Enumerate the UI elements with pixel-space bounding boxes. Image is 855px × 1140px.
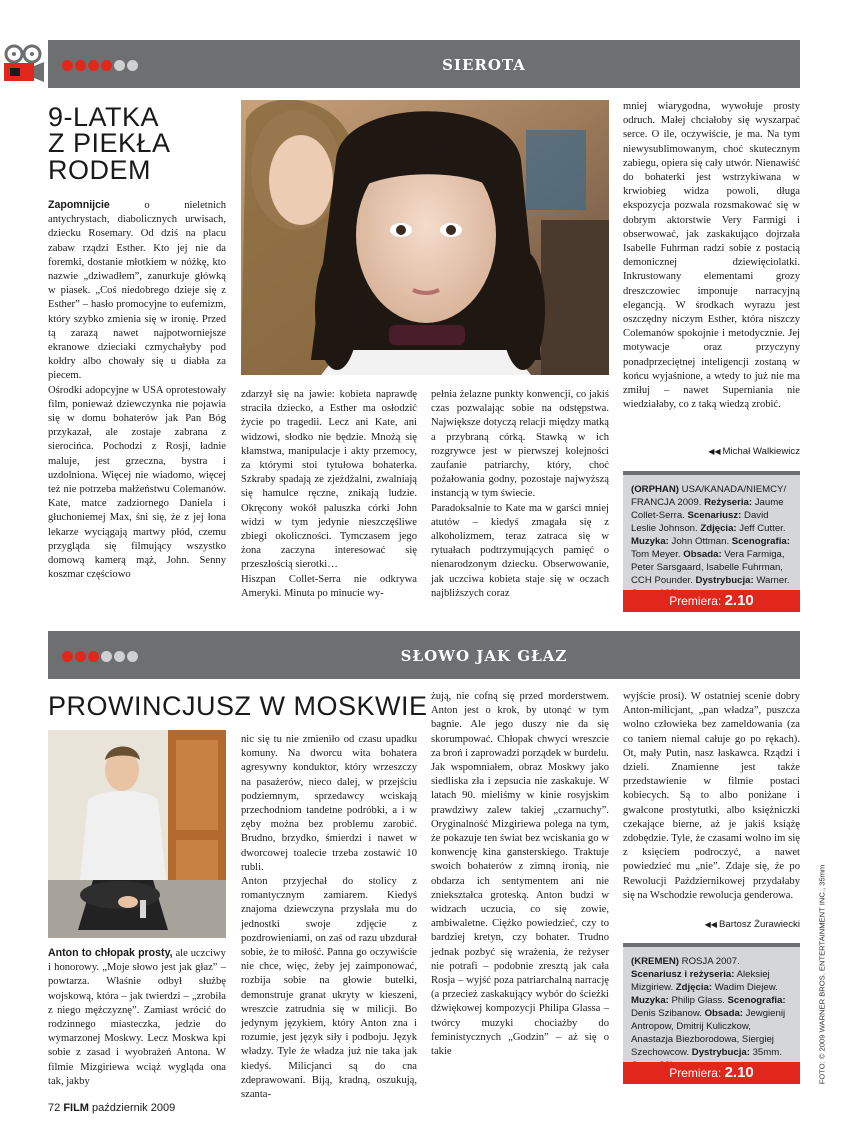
paragraph-text: o nieletnich antychrystach, diabolicznych urwisach, dziecku Rosemary. Od dziś na placu zabaw rządzi Esther. Kto jej nie da foremki, dostanie młotkiem w nóżkę, kto nazwie „dziwadłem”, zanurkuje główką w piasek. „Coś niedobrego dzieje się z Esther” – hasło promocyjne to eufemizm, który szybko zmienia się w ironię. Przed tą zarazą nawet najpotworniejsze ekranowe dzieciaki czmychałyby pod kołdry albo chowały się u diabła za piecem. xyxy=(48,200,226,382)
article-column xyxy=(431,690,609,1059)
page-footer xyxy=(48,1102,175,1114)
article-headline: PROWINCJUSZ W MOSKWIE xyxy=(48,691,428,721)
paragraph: Anton przyjechał do stolicy z romantycznym zamiarem. Kiedyś znajoma dziewczyna przysłała mu do jednostki swoje zdjęcie z pozdrowieniami, on zaś od razu ubzdurał sobie, że to miłość. Panna go oczywiście nie chce, więc, żeby jej zaimponować, rozbija sobie na głowie butelki, demonstruje granat ukryty w kieszeni, wreszcie zatrudnia się w milicji. Bo jedynym językiem, który Anton zna i rozumie, jest język siły i podboju. Język władzy. Tyle że władza już nie taka jak kiedyś. Milicjanci są do cna zdeprawowani. Biją, kradną, oszukują, szanta- xyxy=(241,876,417,1101)
infobox-key: Zdjęcia: xyxy=(675,982,713,993)
article-headline xyxy=(48,104,171,183)
section-band-slowo-jak-glaz xyxy=(48,631,800,679)
rating-dot-filled xyxy=(62,651,73,662)
infobox-original-title: (KREMEN) xyxy=(631,956,679,967)
infobox-value: Vera Farmiga, Peter Sarsgaard, Isabelle Fuhrman, CCH Pounder. xyxy=(631,549,785,586)
infobox-key: Dystrybucja: xyxy=(691,1047,750,1058)
infobox-key: Obsada: xyxy=(704,1008,743,1019)
infobox-key: Reżyseria: xyxy=(704,497,753,508)
article-column xyxy=(241,388,417,601)
infobox-key: Muzyka: xyxy=(631,995,669,1006)
infobox-value: Philip Glass. xyxy=(668,995,728,1006)
paragraph: Hiszpan Collet-Serra nie odkrywa Ameryki. Minuta po minucie wy- xyxy=(241,573,417,599)
rating-dot-filled xyxy=(75,60,86,71)
section-title: SIEROTA xyxy=(442,56,526,74)
infobox-value: David Leslie Johnson. xyxy=(631,510,769,534)
film-still-kremen xyxy=(48,730,226,938)
film-infobox xyxy=(623,475,800,590)
paragraph: wyjście prosi). W ostatniej scenie dobry Anton-milicjant, „pan władza”, puszcza wolno człowieka bez zameldowania (za co taniem niemal całuje go po rękach). Ot, mały Putin, nasz łaskawca. Rządzi i dzieli. Znamienne jest także przedstawienie w filmie postaci kobiecych. Są to albo poniżane i gwałcone prostytutki, albo księżniczki czekające bierne, aż je jakiś książę zdobędzie. Tyle, że czasami wolno im się z księciem podroczyć, a nawet powiedzieć mu „nie”. Zdaje się, że po Rewolucji Październikowej przydałaby się na Wschodzie rewolucja genderowa. xyxy=(623,691,800,901)
infobox-key: Muzyka: xyxy=(631,536,669,547)
paragraph: pełnia żelazne punkty konwencji, co jakiś czas pozwalając sobie na odstępstwa. Największe dotyczą relacji między matką a przybraną córką. Stawką w ich rozgrywce jest w pierwszej kolejności zaufanie patriarchy, który, choć pożałowania godny, pozostaje najwyższą instancją w tym świecie. xyxy=(431,389,609,500)
rating-dot-filled xyxy=(101,60,112,71)
lead-word: Anton to chłopak prosty, xyxy=(48,947,173,959)
infobox-value: John Ottman. xyxy=(668,536,732,547)
rating-dot-filled xyxy=(88,60,99,71)
section-title: SŁOWO JAK GŁAZ xyxy=(400,647,568,665)
premiere-label: Premiera: xyxy=(669,594,722,608)
photo-credit-text: FOTO: © 2009 WARNER BROS. ENTERTAINMENT INC., 35mm xyxy=(817,864,827,1085)
infobox-key: Scenariusz i reżyseria: xyxy=(631,969,735,980)
paragraph: zdarzył się na jawie: kobieta naprawdę straciła dziecko, a Esther ma osłodzić życie po tragedii. Lecz ani Kate, ani widzowi, słodko nie będzie. Mnożą się kłamstwa, manipulacje i akty przemocy, za którymi stoi tytułowa bohaterka. Szkraby spadają ze zjeżdżalni, zwalniają się hamulce ręczne, znikają ludzie. Okręcony wokół paluszka córki John widzi w tym jedynie nieszczęśliwe zbiegi okoliczności. Tymczasem jego żona zaczyna interesować się przeszłością sierotki… xyxy=(241,389,417,571)
infobox-key: Scenografia: xyxy=(727,995,786,1006)
premiere-date: 2.10 xyxy=(724,1064,754,1081)
projector-icon xyxy=(0,44,46,84)
author-byline xyxy=(623,919,800,930)
infobox-value: Jeff Cutter. xyxy=(736,523,786,534)
infobox-value: Jaume Collet-Serra. xyxy=(631,497,784,521)
premiere-date: 2.10 xyxy=(724,592,754,609)
paragraph: mniej wiarygodna, wywołuje prosty odruch. Małej chciałoby się wyszarpać serce. O ile, oczywiście, je ma. Na tym niewysublimowanym, choć skutecznym zabiegu, opiera się cały utwór. Nienawiść do bohaterki jest wstrzykiwana w krwiobieg widza powoli, długa ekspozycja pozwala rozsmakować się w dobrym aktorstwie Very Farmigi i obserwować, jak zaskakująco dojrzała Isabelle Fuhrman radzi sobie z postacią demonicznej dziewięciolatki. Inkrustowany elementami grozy dreszczowiec imponuje narracyjną elegancją. W środkach wyrazu jest oszczędny niczym Esther, która niszczy Colemanów spokojnie i metodycznie. Jej motywacje oraz przyczyny ponadprzeciętnej inteligencji zostaną w końcu wyjaśnione, a wtedy to już nie ma zmiłuj – nawet Superniania nie wiedziałaby, co z taką wiedzą zrobić. xyxy=(623,101,800,411)
article-column xyxy=(48,946,226,1089)
paragraph: Jak wspomniałem, obraz Moskwy jako siedliska zła i zepsucia nie zaskakuje. W latach 90. mieliśmy w kinie rosyjskim prawdziwy zalew takiej „czarnuchy”. Oryginalność Mizgiriewa polega na tym, że pokazuje ten świat bez wciskania go w konwencję kina gansterskiego. Traktuje swoich bohaterów z zimną ironią, nie obdarza ich sentymentem ani nie zniekształca groteską. Anton budzi w widzach uczucia, co się zowie, ambiwaletne. Ciężko powiedzieć, czy to bardziej kretyn, czy bohater. Trudno jednak pozbyć się wrażenia, że reżyser nie potrafi – podobnie zresztą jak cała Rosja – wyjść poza patriarchalną narrację (a przecież zaskakujący wybór do ścieżki dźwiękowej kompozycji Philipa Glassa – twórcy muzyki chociażby do feministycznych „Godzin” – aż się o takie xyxy=(431,762,609,1058)
article-column xyxy=(431,388,609,601)
article-column xyxy=(623,100,800,412)
headline-line: Z PIEKŁA xyxy=(48,128,171,159)
rating-dots xyxy=(62,60,138,71)
infobox-value: 35mm. xyxy=(749,1047,782,1058)
issue-date: październik 2009 xyxy=(92,1102,176,1114)
author-name: Bartosz Żurawiecki xyxy=(718,919,800,930)
headline-line: 9-LATKA xyxy=(48,102,160,132)
article-column xyxy=(241,733,417,1102)
infobox-key: Zdjęcia: xyxy=(700,523,737,534)
rating-dots xyxy=(62,651,138,662)
rating-dot-filled xyxy=(88,651,99,662)
infobox-value: Jewgienij Antropow, Dmitrij Kuliczkow, Anastazja Biezborodowa, Siergiej Szechowcow. xyxy=(631,1008,786,1058)
premiere-badge xyxy=(623,1062,800,1084)
infobox-value: Wadim Diejew. xyxy=(712,982,778,993)
paragraph xyxy=(48,198,226,384)
infobox-value: Tom Meyer. xyxy=(631,549,684,560)
infobox-key: Obsada: xyxy=(683,549,722,560)
photo-credit xyxy=(817,860,827,1090)
infobox-key: Scenariusz: xyxy=(687,510,742,521)
rating-dot-empty xyxy=(127,60,138,71)
author-arrow-icon: ◀◀ xyxy=(708,447,721,456)
film-infobox xyxy=(623,947,800,1062)
infobox-value: Aleksiej Mizgiriew. xyxy=(631,969,770,993)
rating-dot-empty xyxy=(101,651,112,662)
infobox-value: USA/KANADA/NIEMCY/ FRANCJA 2009. xyxy=(631,484,787,508)
paragraph: Paradoksalnie to Kate ma w garści mniej atutów – kiedyś zmagała się z alkoholizmem, teraz zatraca się w rytuałach podtrzymujących pamięć o nienarodzonym dziecku. Obserwowanie, jak uczciwa kobieta staje się w oczach najbliższych coraz xyxy=(431,502,609,599)
rating-dot-empty xyxy=(127,651,138,662)
rating-dot-empty xyxy=(114,60,125,71)
rating-dot-filled xyxy=(62,60,73,71)
author-byline xyxy=(623,446,800,457)
section-band-sierota xyxy=(48,40,800,88)
paragraph: żują, nie cofną się przed morderstwem. Anton jest o krok, by utonąć w tym bagnie. Ale jego duszy nie da się skorumpować. Chłopak chwyci wreszcie za broń i zaprowadzi porządek w burdelu. xyxy=(431,691,609,759)
paragraph xyxy=(48,946,226,1089)
rating-dot-empty xyxy=(114,651,125,662)
film-still-orphan xyxy=(241,100,609,375)
paragraph: Ośrodki adopcyjne w USA oprotestowały film, ponieważ dziewczynka nie pojawia się w domu bohaterów jak Pan Bóg przykazał, ale zostaje zabrana z sierocińca. Pochodzi z Rosji, ładnie maluje, jest grzeczna, bystra i uzdolniona. Więcej nie wiadomo, więcej też nie potrzeba małżeństwu Colemanów. Kate, matce zadziornego Daniela i głuchoniemej Max, śni się, że z jej łona lekarze wyciągają martwy płód, czemu przygląda się filmujący wszystko domową kamerą mąż, John. Senny koszmar częściowo xyxy=(48,384,226,581)
premiere-label: Premiera: xyxy=(669,1066,722,1080)
premiere-badge xyxy=(623,590,800,612)
paragraph: nic się tu nie zmieniło od czasu upadku komuny. Na dworcu wita bohatera agresywny konduktor, który wrzeszczy na pasażerów, nieco dalej, w przejściu podziemnym, sprzedawcy wciskają przechodniom tandetne podróbki, a i w zęby można bez problemu zarobić. Brudno, brzydko, śmierdzi i nawet w dworcowej toalecie trzeba zostawić 10 rubli. xyxy=(241,734,417,873)
page-number: 72 xyxy=(48,1102,61,1114)
headline-line: RODEM xyxy=(48,154,151,185)
article-column xyxy=(48,198,226,582)
infobox-value: Warner. xyxy=(753,575,790,586)
magazine-name: FILM xyxy=(63,1102,89,1114)
infobox-original-title: (ORPHAN) xyxy=(631,484,679,495)
infobox-value: ROSJA 2007. xyxy=(678,956,740,967)
author-name: Michał Walkiewicz xyxy=(722,446,800,457)
infobox-value: Denis Szibanow. xyxy=(631,1008,705,1019)
infobox-key: Dystrybucja: xyxy=(695,575,754,586)
infobox-key: Scenografia: xyxy=(731,536,790,547)
paragraph-text: ale uczciwy i honorowy. „Moje słowo jest jak głaz” – powtarza. Właśnie odbył służbę wojskową, która – jak twierdzi – „zrobiła z niego mężczyznę”. Zamiast wrócić do rodzinnego miasteczka, jedzie do wymarzonej Moskwy. Lecz Moskwa kpi sobie z zasad i wyobrażeń Antona. W filmie Mizgiriewa wciąż wygląda ona tak, jakby xyxy=(48,948,226,1087)
author-arrow-icon: ◀◀ xyxy=(704,920,717,929)
lead-word: Zapomnijcie xyxy=(48,199,110,211)
article-column xyxy=(623,690,800,903)
rating-dot-filled xyxy=(75,651,86,662)
